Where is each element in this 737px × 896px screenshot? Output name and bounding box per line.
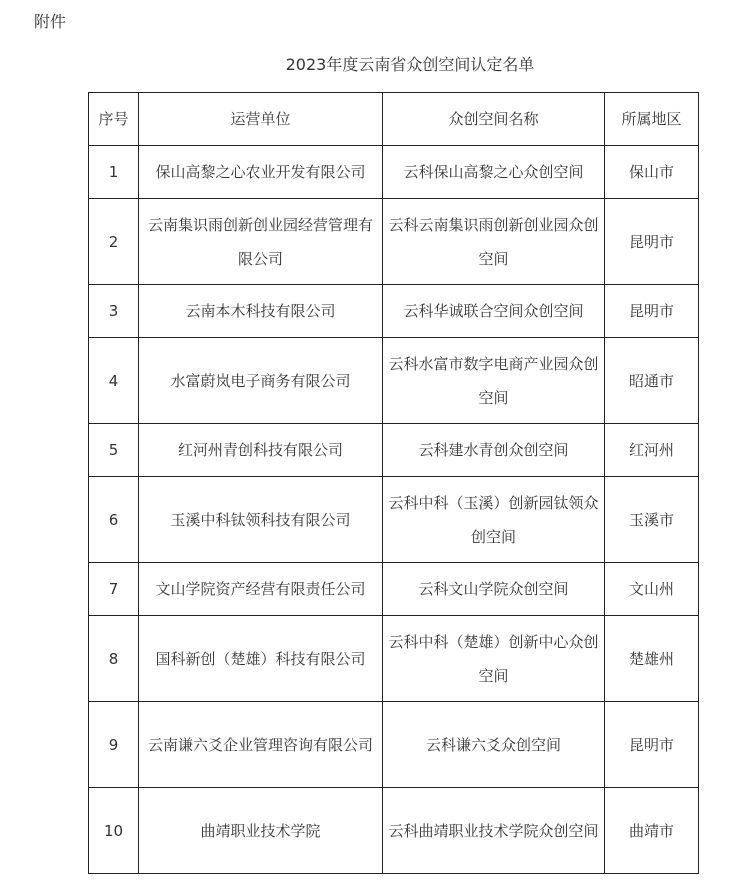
cell-number: 7: [89, 563, 139, 616]
cell-region: 昆明市: [605, 702, 699, 788]
cell-space-name: 云科水富市数字电商产业园众创空间: [383, 338, 605, 424]
cell-region: 玉溪市: [605, 477, 699, 563]
cell-operator: 水富蔚岚电子商务有限公司: [139, 338, 383, 424]
cell-space-name: 云科谦六爻众创空间: [383, 702, 605, 788]
table-row: [89, 616, 699, 702]
cell-number: 1: [89, 146, 139, 199]
table-header-row: [89, 93, 699, 146]
column-header-number: 序号: [89, 93, 139, 146]
document-title: 2023年度云南省众创空间认定名单: [285, 55, 535, 74]
table-row: [89, 702, 699, 788]
attachment-label: 附件: [34, 12, 67, 31]
cell-number: 5: [89, 424, 139, 477]
table-row: [89, 788, 699, 874]
table-row: [89, 146, 699, 199]
cell-space-name: 云科文山学院众创空间: [383, 563, 605, 616]
table-row: [89, 563, 699, 616]
cell-space-name: 云科中科（楚雄）创新中心众创空间: [383, 616, 605, 702]
cell-region: 曲靖市: [605, 788, 699, 874]
cell-operator: 文山学院资产经营有限责任公司: [139, 563, 383, 616]
column-header-region: 所属地区: [605, 93, 699, 146]
cell-region: 楚雄州: [605, 616, 699, 702]
cell-space-name: 云科中科（玉溪）创新园钛领众创空间: [383, 477, 605, 563]
table-row: [89, 424, 699, 477]
cell-operator: 保山高黎之心农业开发有限公司: [139, 146, 383, 199]
cell-number: 6: [89, 477, 139, 563]
cell-number: 8: [89, 616, 139, 702]
column-header-operator: 运营单位: [139, 93, 383, 146]
table-row: [89, 338, 699, 424]
cell-space-name: 云科建水青创众创空间: [383, 424, 605, 477]
cell-number: 4: [89, 338, 139, 424]
cell-operator: 红河州青创科技有限公司: [139, 424, 383, 477]
cell-operator: 曲靖职业技术学院: [139, 788, 383, 874]
cell-number: 10: [89, 788, 139, 874]
cell-region: 昆明市: [605, 285, 699, 338]
cell-operator: 云南集识雨创新创业园经营管理有限公司: [139, 199, 383, 285]
cell-region: 红河州: [605, 424, 699, 477]
cell-number: 9: [89, 702, 139, 788]
cell-space-name: 云科华诚联合空间众创空间: [383, 285, 605, 338]
cell-operator: 玉溪中科钛领科技有限公司: [139, 477, 383, 563]
cell-region: 保山市: [605, 146, 699, 199]
table-row: [89, 285, 699, 338]
column-header-space-name: 众创空间名称: [383, 93, 605, 146]
roster-table: [88, 92, 699, 874]
cell-number: 2: [89, 199, 139, 285]
cell-space-name: 云科保山高黎之心众创空间: [383, 146, 605, 199]
cell-operator: 国科新创（楚雄）科技有限公司: [139, 616, 383, 702]
cell-number: 3: [89, 285, 139, 338]
cell-region: 文山州: [605, 563, 699, 616]
cell-region: 昆明市: [605, 199, 699, 285]
table-row: [89, 477, 699, 563]
cell-space-name: 云科云南集识雨创新创业园众创空间: [383, 199, 605, 285]
cell-region: 昭通市: [605, 338, 699, 424]
cell-operator: 云南谦六爻企业管理咨询有限公司: [139, 702, 383, 788]
cell-operator: 云南本木科技有限公司: [139, 285, 383, 338]
cell-space-name: 云科曲靖职业技术学院众创空间: [383, 788, 605, 874]
table-row: [89, 199, 699, 285]
